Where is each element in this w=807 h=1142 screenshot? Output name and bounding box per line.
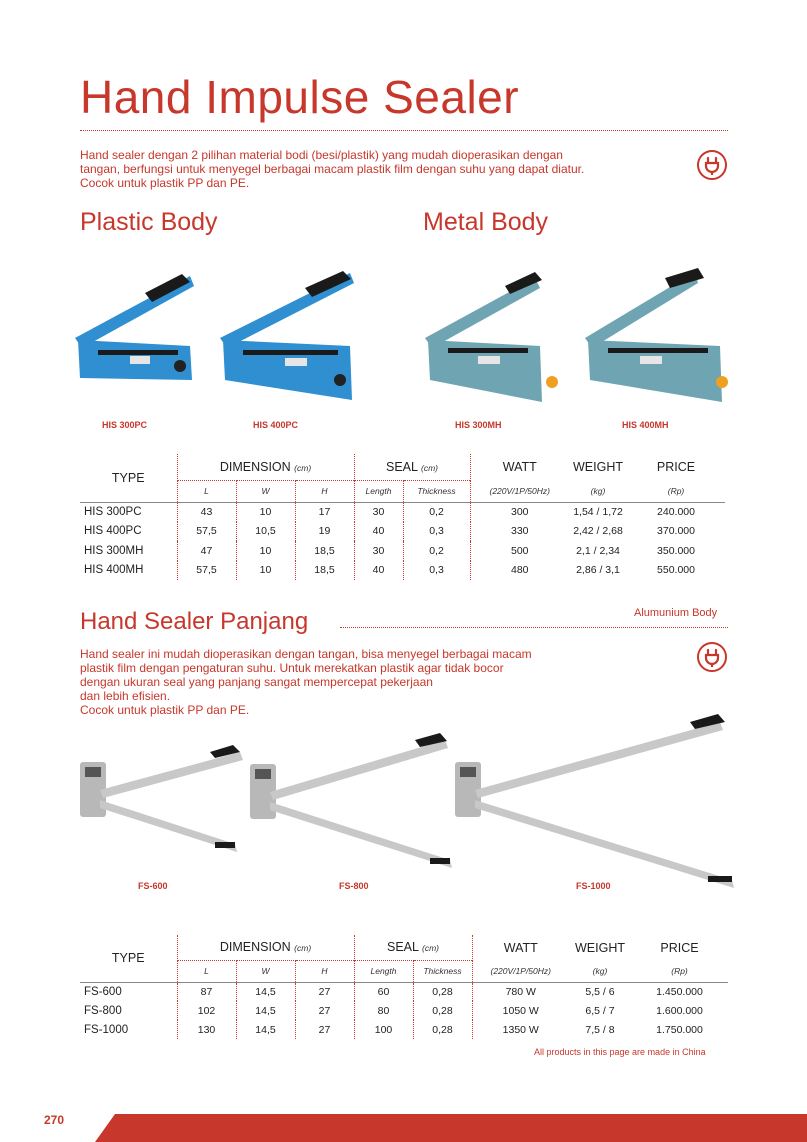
sub-watt: (220V/1P/50Hz) (470, 480, 569, 502)
cell-thk: 0,28 (413, 982, 472, 1001)
col-watt: WATT (472, 935, 569, 960)
cell-price: 350.000 (657, 544, 695, 557)
col-seal: SEAL (cm) (354, 454, 470, 480)
his-400pc-image (220, 271, 354, 400)
plug-icon (697, 642, 727, 672)
panjang-divider (340, 627, 728, 628)
sub-price: (Rp) (671, 965, 688, 976)
cell-l: 87 (177, 982, 236, 1001)
cell-l: 47 (177, 541, 236, 561)
plastic-body-title: Plastic Body (80, 208, 218, 236)
sub-thickness: Thickness (403, 480, 470, 502)
cell-l: 130 (177, 1020, 236, 1039)
cell-l: 102 (177, 1001, 236, 1020)
panjang-intro: Hand sealer ini mudah dioperasikan dengan tangan, bisa menyegel berbagai macam plastik film dengan pengaturan suhu. Untuk merekatkan plastik agar tidak bocor dengan ukuran seal yang panjang sangat mempercepat pekerjaan dan lebih efisien. Cocok untuk plastik PP dan PE. (80, 647, 532, 717)
cell-h: 19 (295, 522, 354, 542)
cell-w: 10 (236, 561, 295, 581)
table-row (80, 522, 725, 542)
product-label-fs1000: FS-1000 (576, 881, 611, 891)
product-label-his400pc: HIS 400PC (253, 420, 299, 430)
cell-w: 10 (236, 502, 295, 522)
col-weight: WEIGHT (575, 940, 625, 955)
cell-weight: 2,86 / 3,1 (576, 564, 620, 577)
cell-price: 1.750.000 (656, 1023, 703, 1036)
table-row (80, 1001, 728, 1020)
sub-w: W (236, 960, 295, 982)
product-label-his300mh: HIS 300MH (455, 420, 502, 430)
page-title: Hand Impulse Sealer (80, 71, 520, 123)
cell-w: 10 (236, 541, 295, 561)
cell-h: 18,5 (295, 541, 354, 561)
cell-thk: 0,2 (403, 502, 470, 522)
cell-type: HIS 300PC (80, 502, 177, 522)
col-weight: WEIGHT (573, 460, 623, 474)
long-sealer-images (75, 712, 745, 897)
hand-sealer-images (70, 268, 730, 418)
table-row (80, 982, 728, 1001)
his-300mh-image (425, 272, 558, 402)
fs-1000-image (455, 714, 734, 888)
product-label-his300pc: HIS 300PC (102, 420, 148, 430)
product-label-fs800: FS-800 (339, 881, 369, 891)
cell-type: HIS 300MH (84, 544, 144, 557)
sub-h: H (295, 480, 354, 502)
table-row (80, 561, 725, 581)
cell-h: 18,5 (295, 561, 354, 581)
spec-table-fs (80, 935, 728, 1039)
sub-watt: (220V/1P/50Hz) (472, 960, 569, 982)
cell-w: 14,5 (236, 1020, 295, 1039)
cell-l: 57,5 (177, 522, 236, 542)
intro-text: Hand sealer dengan 2 pilihan material bodi (besi/plastik) yang mudah dioperasikan dengan tangan, berfungsi untuk menyegel berbagai macam plastik film dengan suhu yang dapat diatur. Cocok untuk plastik PP dan PE. (80, 148, 585, 190)
title-divider (80, 130, 728, 131)
alumunium-body-label: Alumunium Body (634, 607, 718, 619)
cell-h: 27 (295, 1020, 354, 1039)
footnote: All products in this page are made in China (534, 1047, 706, 1057)
cell-len: 40 (354, 522, 403, 542)
col-type: TYPE (111, 470, 145, 485)
his-400mh-image (585, 268, 728, 402)
metal-body-title: Metal Body (423, 208, 549, 236)
cell-watt: 480 (470, 561, 569, 581)
sub-weight: (kg) (592, 965, 608, 976)
cell-weight: 2,42 / 2,68 (573, 525, 623, 538)
cell-price: 550.000 (657, 564, 695, 577)
footer-bar (95, 1114, 807, 1142)
cell-watt: 330 (470, 522, 569, 542)
product-label-his400mh: HIS 400MH (622, 420, 669, 430)
cell-w: 14,5 (236, 1001, 295, 1020)
cell-type: FS-600 (80, 982, 177, 1001)
cell-thk: 0,3 (403, 561, 470, 581)
cell-watt: 500 (470, 541, 569, 561)
cell-weight: 7,5 / 8 (585, 1023, 615, 1036)
cell-weight: 1,54 / 1,72 (569, 502, 627, 522)
sub-l: L (177, 960, 236, 982)
cell-h: 27 (295, 982, 354, 1001)
cell-len: 30 (354, 541, 403, 561)
cell-price: 240.000 (627, 502, 725, 522)
cell-price: 370.000 (657, 525, 695, 538)
col-dimension: DIMENSION (cm) (177, 935, 354, 960)
cell-thk: 0,3 (403, 522, 470, 542)
product-label-fs600: FS-600 (138, 881, 168, 891)
table-row (80, 1020, 728, 1039)
sub-weight: (kg) (590, 485, 606, 496)
col-seal: SEAL (cm) (354, 935, 472, 960)
cell-price: 1.600.000 (656, 1004, 703, 1017)
panjang-title: Hand Sealer Panjang (80, 608, 309, 635)
cell-len: 30 (354, 502, 403, 522)
sub-price: (Rp) (667, 485, 685, 496)
cell-len: 60 (354, 982, 413, 1001)
page-number: 270 (44, 1113, 65, 1127)
sub-length: Length (354, 480, 403, 502)
cell-h: 17 (295, 502, 354, 522)
cell-weight: 2,1 / 2,34 (576, 544, 620, 557)
col-watt: WATT (470, 454, 569, 480)
cell-weight: 5,5 / 6 (569, 982, 631, 1001)
fs-600-image (80, 745, 243, 852)
cell-len: 100 (354, 1020, 413, 1039)
sub-length: Length (354, 960, 413, 982)
cell-type: HIS 400MH (84, 564, 144, 577)
cell-weight: 6,5 / 7 (585, 1004, 615, 1017)
fs-800-image (250, 733, 452, 868)
sub-thickness: Thickness (413, 960, 472, 982)
col-price: PRICE (660, 940, 699, 955)
sub-w: W (236, 480, 295, 502)
plug-icon (697, 150, 727, 180)
cell-thk: 0,28 (413, 1001, 472, 1020)
col-dimension: DIMENSION (cm) (177, 454, 354, 480)
table-row (80, 541, 725, 561)
sub-h: H (295, 960, 354, 982)
cell-w: 14,5 (236, 982, 295, 1001)
cell-w: 10,5 (236, 522, 295, 542)
cell-watt: 780 W (472, 982, 569, 1001)
cell-h: 27 (295, 1001, 354, 1020)
cell-price: 1.450.000 (631, 982, 728, 1001)
col-price: PRICE (656, 460, 696, 474)
cell-watt: 300 (470, 502, 569, 522)
spec-table-his (80, 454, 725, 580)
sub-l: L (177, 480, 236, 502)
cell-watt: 1050 W (472, 1001, 569, 1020)
col-type: TYPE (111, 951, 145, 966)
cell-l: 57,5 (177, 561, 236, 581)
cell-len: 80 (354, 1001, 413, 1020)
cell-type: HIS 400PC (84, 525, 142, 538)
cell-thk: 0,2 (403, 541, 470, 561)
cell-thk: 0,28 (413, 1020, 472, 1039)
cell-type: FS-1000 (84, 1023, 129, 1036)
table-row (80, 502, 725, 522)
cell-len: 40 (354, 561, 403, 581)
cell-watt: 1350 W (472, 1020, 569, 1039)
his-300pc-image (75, 274, 194, 380)
cell-type: FS-800 (84, 1004, 122, 1017)
cell-l: 43 (177, 502, 236, 522)
